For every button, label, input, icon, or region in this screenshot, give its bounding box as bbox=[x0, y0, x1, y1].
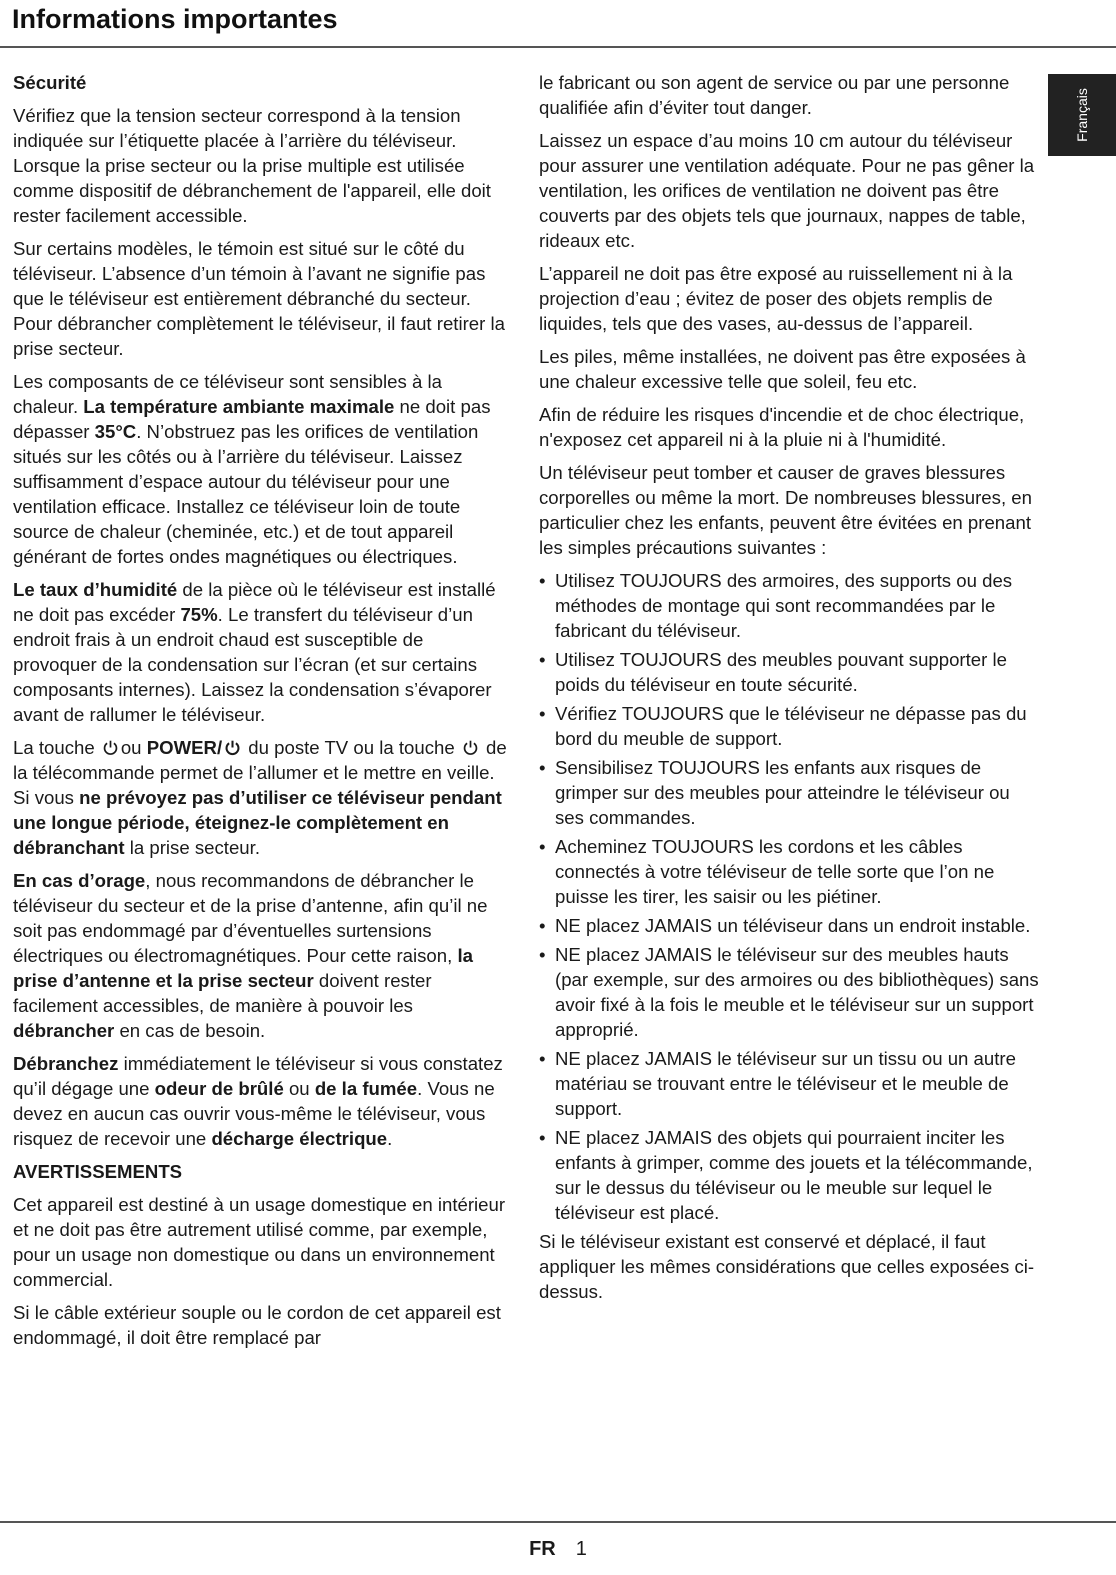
power-icon bbox=[224, 739, 241, 756]
language-tab bbox=[1048, 74, 1116, 156]
language-tab-label: Français bbox=[1074, 88, 1090, 142]
precautions-list bbox=[539, 568, 1039, 1225]
list-item: • Vérifiez TOUJOURS que le téléviseur ne dépasse pas du bord du meuble de support. bbox=[539, 701, 1039, 751]
paragraph-ventilation: Laissez un espace d’au moins 10 cm autour du téléviseur pour assurer une ventilation adéquate. Pour ne pas gêner la ventilation, les orifices de ventilation ne doivent pas être couverts par des objets tels que journaux, nappes de table, rideaux etc. bbox=[539, 130, 1035, 251]
paragraph-water: L’appareil ne doit pas être exposé au ruissellement ni à la projection d’eau ; évitez de poser des objets remplis de liquides, tels que des vases, au-dessus de l’appareil. bbox=[539, 263, 1013, 334]
list-item: • Acheminez TOUJOURS les cordons et les câbles connectés à votre téléviseur de telle sorte que l’on ne puisse les tirer, les saisir ou les piétiner. bbox=[539, 834, 1039, 909]
list-item: • Utilisez TOUJOURS des armoires, des supports ou des méthodes de montage qui sont recommandées par le fabricant du téléviseur. bbox=[539, 568, 1039, 643]
list-item: • NE placez JAMAIS un téléviseur dans un endroit instable. bbox=[539, 913, 1039, 938]
left-column bbox=[13, 70, 511, 1358]
paragraph-domestic-use: Cet appareil est destiné à un usage domestique en intérieur et ne doit pas être autrement utilisé comme, par exemple, pour un usage non domestique ou dans un environnement commercial. bbox=[13, 1194, 506, 1290]
paragraph-batteries: Les piles, même installées, ne doivent pas être exposées à une chaleur excessive telle que soleil, feu etc. bbox=[539, 346, 1026, 392]
footer-divider bbox=[0, 1521, 1116, 1523]
paragraph-storm: En cas d’orage, nous recommandons de débrancher le téléviseur du secteur et de la prise d’antenne, afin qu’il ne soit pas endommagé par d’éventuelles surtensions électriques ou électromagnétiques. Pour cette raison, la prise d’antenne et la prise secteur doivent rester facilement accessibles, de manière à pouvoir les débrancher en cas de besoin. bbox=[13, 870, 488, 1041]
list-item: • NE placez JAMAIS le téléviseur sur un tissu ou un autre matériau se trouvant entre le téléviseur et le meuble de support. bbox=[539, 1046, 1039, 1121]
paragraph-voltage: Vérifiez que la tension secteur correspond à la tension indiquée sur l’étiquette placée à l’arrière du téléviseur. Lorsque la prise secteur ou la prise multiple est utilisée comme dispositif de débranchement de l'appareil, elle doit rester facilement accessible. bbox=[13, 105, 491, 226]
list-item: • Utilisez TOUJOURS des meubles pouvant supporter le poids du téléviseur en toute sécurité. bbox=[539, 647, 1039, 697]
paragraph-cable-cont: le fabricant ou son agent de service ou par une personne qualifiée afin d’éviter tout danger. bbox=[539, 72, 1010, 118]
paragraph-heat: Les composants de ce téléviseur sont sensibles à la chaleur. La température ambiante maximale ne doit pas dépasser 35°C. N’obstruez pas les orifices de ventilation situés sur les côtés ou à l’arrière du téléviseur. Laissez suffisamment d’espace autour du téléviseur pour une ventilation efficace. Installez ce téléviseur loin de toute source de chaleur (cheminée, etc.) et de tout appareil générant de fortes ondes magnétiques ou électriques. bbox=[13, 371, 491, 567]
power-icon bbox=[462, 739, 479, 756]
paragraph-power: La touche ou POWER/ du poste TV ou la touche de la télécommande permet de l’allumer et le mettre en veille. Si vous ne prévoyez pas d’utiliser ce téléviseur pendant une longue période, éteignez-le complètement en débranchant la prise secteur. bbox=[13, 737, 507, 858]
paragraph-unplug: Débranchez immédiatement le téléviseur si vous constatez qu’il dégage une odeur de brûlé ou de la fumée. Vous ne devez en aucun cas ouvrir vous-même le téléviseur, vous risquez de recevoir une décharge électrique. bbox=[13, 1053, 503, 1149]
paragraph-cable: Si le câble extérieur souple ou le cordon de cet appareil est endommagé, il doit être remplacé par bbox=[13, 1302, 501, 1348]
page-title: Informations importantes bbox=[12, 4, 338, 34]
language-code: FR bbox=[529, 1538, 556, 1560]
page-footer bbox=[0, 1538, 1116, 1561]
paragraph-indicator: Sur certains modèles, le témoin est situé sur le côté du téléviseur. L’absence d’un témoin à l’avant ne signifie pas que le téléviseur est entièrement débranché du secteur. Pour débrancher complètement le téléviseur, il faut retirer la prise secteur. bbox=[13, 238, 505, 359]
right-column bbox=[539, 70, 1039, 1312]
list-item: • NE placez JAMAIS le téléviseur sur des meubles hauts (par exemple, sur des armoires ou des bibliothèques) sans avoir fixé à la fois le meuble et le téléviseur sur un support approprié. bbox=[539, 942, 1039, 1042]
list-item: • Sensibilisez TOUJOURS les enfants aux risques de grimper sur des meubles pour atteindre le téléviseur ou ses commandes. bbox=[539, 755, 1039, 830]
paragraph-humidity: Le taux d’humidité de la pièce où le téléviseur est installé ne doit pas excéder 75%. Le transfert du téléviseur d’un endroit frais à un endroit chaud est susceptible de provoquer de la condensation sur l’écran (et sur certains composants internes). Laissez la condensation s’évaporer avant de rallumer le téléviseur. bbox=[13, 579, 496, 725]
paragraph-tipping: Un téléviseur peut tomber et causer de graves blessures corporelles ou même la mort. De nombreuses blessures, en particulier chez les enfants, peuvent être évitées en prenant les simples précautions suivantes : bbox=[539, 462, 1032, 558]
list-item: • NE placez JAMAIS des objets qui pourraient inciter les enfants à grimper, comme des jouets et la télécommande, sur le dessus du téléviseur ou le meuble sur lequel le téléviseur est placé. bbox=[539, 1125, 1039, 1225]
warnings-heading: AVERTISSEMENTS bbox=[13, 1161, 183, 1182]
power-icon bbox=[102, 739, 119, 756]
safety-heading: Sécurité bbox=[13, 72, 87, 93]
header-divider bbox=[0, 46, 1116, 48]
paragraph-fire: Afin de réduire les risques d'incendie et de choc électrique, n'exposez cet appareil ni à la pluie ni à l'humidité. bbox=[539, 404, 1025, 450]
paragraph-relocated: Si le téléviseur existant est conservé et déplacé, il faut appliquer les mêmes considérations que celles exposées ci-dessus. bbox=[539, 1231, 1035, 1302]
page-number: 1 bbox=[575, 1538, 587, 1560]
